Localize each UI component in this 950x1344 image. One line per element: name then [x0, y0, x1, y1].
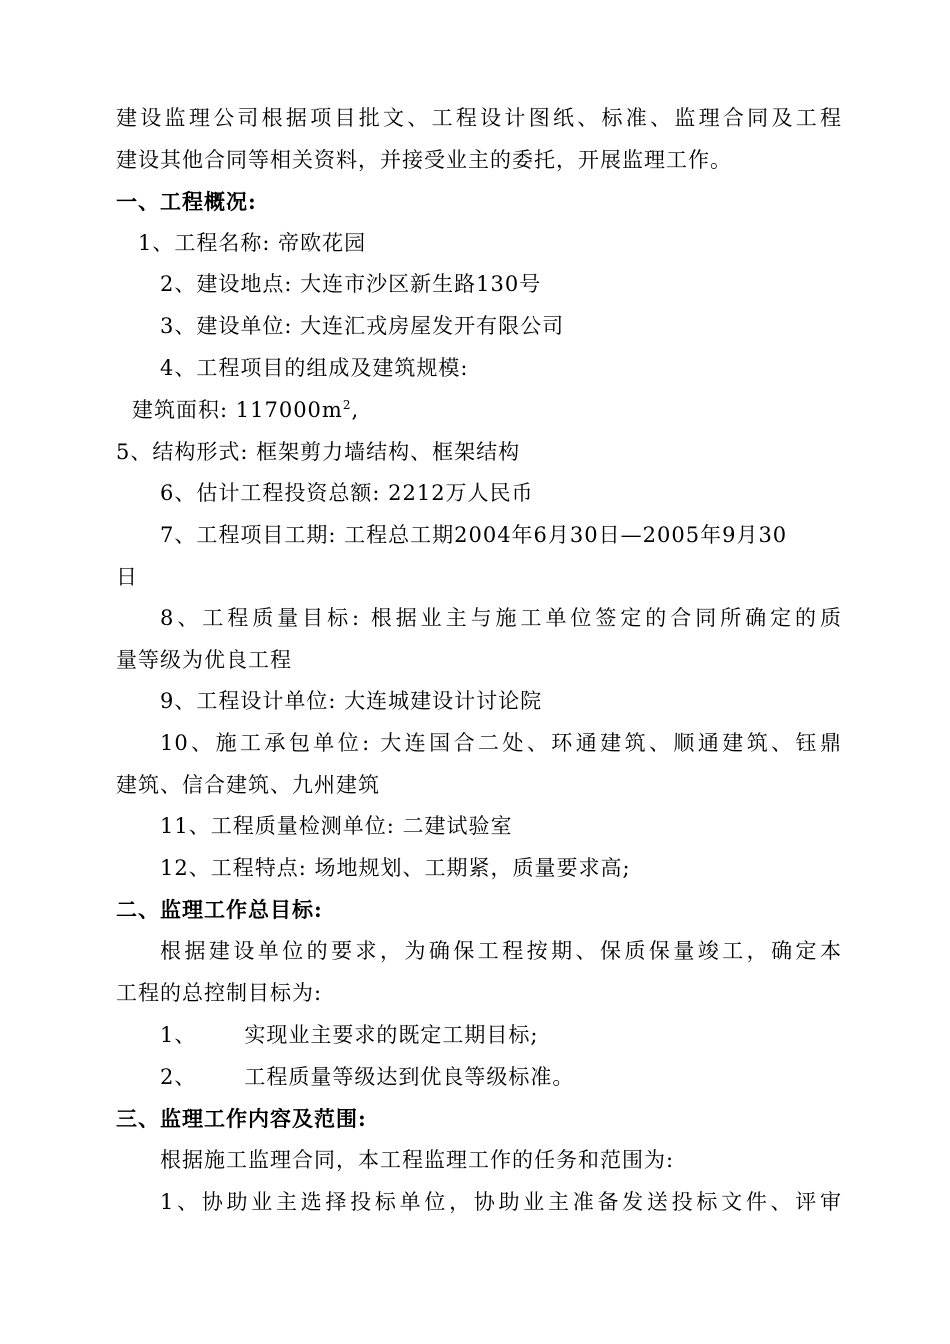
goals-para-line-2: 工程的总控制目标为: [116, 981, 323, 1005]
section-heading-overview: 一、工程概况: [116, 189, 257, 214]
intro-line-1: 建设监理公司根据项目批文、工程设计图纸、标准、监理合同及工程 [116, 106, 842, 130]
item-area [132, 398, 858, 422]
intro-line-2: 建设其他合同等相关资料，并接受业主的委托，开展监理工作。 [116, 148, 732, 172]
goals-para-line-1: 根据建设单位的要求，为确保工程按期、保质保量竣工，确定本 [160, 939, 842, 963]
item-investment: 6、估计工程投资总额: 2212万人民币 [160, 481, 534, 505]
section-heading-scope: 三、监理工作内容及范围: [116, 1106, 367, 1131]
item-schedule-line-1: 7、工程项目工期: 工程总工期2004年6月30日—2005年9月30 [160, 523, 788, 547]
scope-item-1-line-1: 1、协助业主选择投标单位，协助业主准备发送投标文件、评审 [160, 1190, 842, 1214]
item-location: 2、建设地点: 大连市沙区新生路130号 [160, 272, 542, 296]
item-quality-line-1: 8、工程质量目标: 根据业主与施工单位签定的合同所确定的质 [160, 606, 842, 630]
item-structure: 5、结构形式: 框架剪力墙结构、框架结构 [116, 440, 521, 464]
item-composition: 4、工程项目的组成及建筑规模: [160, 356, 469, 380]
item-designer: 9、工程设计单位: 大连城建设计讨论院 [160, 689, 543, 713]
goal-1-number: 1、 [160, 1023, 197, 1047]
item-testing-unit: 11、工程质量检测单位: 二建试验室 [160, 814, 513, 838]
item-contractor-line-1: 10、施工承包单位: 大连国合二处、环通建筑、顺通建筑、钰鼎 [160, 731, 842, 755]
item-schedule-line-2: 日 [116, 565, 138, 589]
item-contractor-line-2: 建筑、信合建筑、九州建筑 [116, 773, 380, 797]
goal-2-number: 2、 [160, 1065, 197, 1089]
area-suffix: , [351, 398, 360, 422]
section-heading-goals: 二、监理工作总目标: [116, 897, 323, 922]
goal-1-text: 实现业主要求的既定工期目标; [244, 1023, 539, 1047]
goal-1 [160, 1023, 886, 1047]
area-superscript: 2 [342, 398, 352, 412]
goal-2 [160, 1065, 886, 1089]
item-project-name: 1、工程名称: 帝欧花园 [138, 231, 367, 255]
scope-para: 根据施工监理合同，本工程监理工作的任务和范围为: [160, 1148, 675, 1172]
item-features: 12、工程特点: 场地规划、工期紧，质量要求高; [160, 856, 631, 880]
item-quality-line-2: 量等级为优良工程 [116, 648, 292, 672]
item-builder: 3、建设单位: 大连汇戎房屋发开有限公司 [160, 314, 565, 338]
area-label: 建筑面积: 117000m [132, 398, 343, 422]
goal-2-text: 工程质量等级达到优良等级标准。 [244, 1065, 575, 1089]
